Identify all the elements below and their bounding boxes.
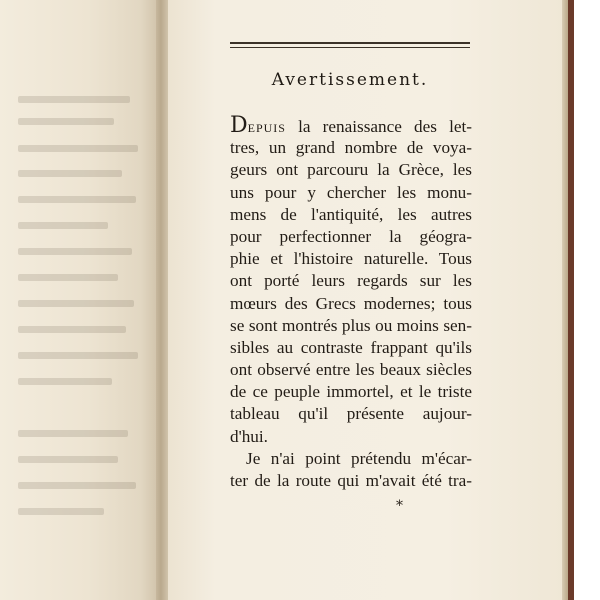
text-line	[230, 159, 472, 181]
text-line	[230, 293, 472, 315]
text-line	[230, 270, 472, 292]
line-text: ter de la route qui m'avait été tra-	[230, 471, 472, 490]
smallcaps-word: epuis	[247, 117, 286, 136]
text-line	[230, 182, 472, 204]
initial-letter: D	[230, 113, 248, 138]
line-text: d'hui.	[230, 426, 268, 446]
line-text: se sont montrés plus ou moins sen-	[230, 315, 472, 335]
line-text: tableau qu'il présente aujour-	[230, 404, 472, 424]
text-line	[230, 448, 472, 470]
line-text: mens de l'antiquité, les autres	[230, 204, 472, 224]
text-line	[230, 226, 472, 248]
line-text: sibles au contraste frappant qu'ils	[230, 337, 472, 357]
line-text: phie et l'histoire naturelle. Tous	[230, 249, 472, 269]
text-line	[230, 248, 472, 270]
header-rule	[230, 42, 470, 48]
line-text: de ce peuple immortel, et le triste	[230, 382, 472, 402]
text-line	[230, 137, 472, 159]
text-line	[230, 115, 472, 137]
text-line	[230, 359, 472, 381]
book-cover-edge	[568, 0, 574, 600]
line-text: geurs ont parcouru la Grèce, les	[230, 160, 472, 180]
line-text: mœurs des Grecs modernes; tous	[230, 293, 472, 313]
line-text: ont observé entre les beaux siècles	[230, 360, 472, 380]
line-text: tres, un grand nombre de voya-	[230, 138, 472, 158]
body-text	[230, 115, 472, 492]
text-line	[230, 315, 472, 337]
line-text: uns pour y chercher les monu-	[230, 182, 472, 202]
text-line	[230, 381, 472, 403]
text-line	[230, 426, 472, 448]
left-page-bleed-through	[18, 0, 148, 600]
text-line	[230, 337, 472, 359]
line-text: pour perfectionner la géogra-	[230, 226, 472, 246]
text-line	[230, 204, 472, 226]
text-line	[230, 403, 472, 425]
line-text: ont porté leurs regards sur les	[230, 271, 472, 291]
signature-mark: *	[396, 498, 403, 514]
line-text: la renaissance des let-	[285, 117, 472, 136]
line-text: Je n'ai point prétendu m'écar-	[246, 448, 472, 468]
page-title: Avertissement.	[271, 70, 429, 90]
text-line	[230, 470, 472, 492]
